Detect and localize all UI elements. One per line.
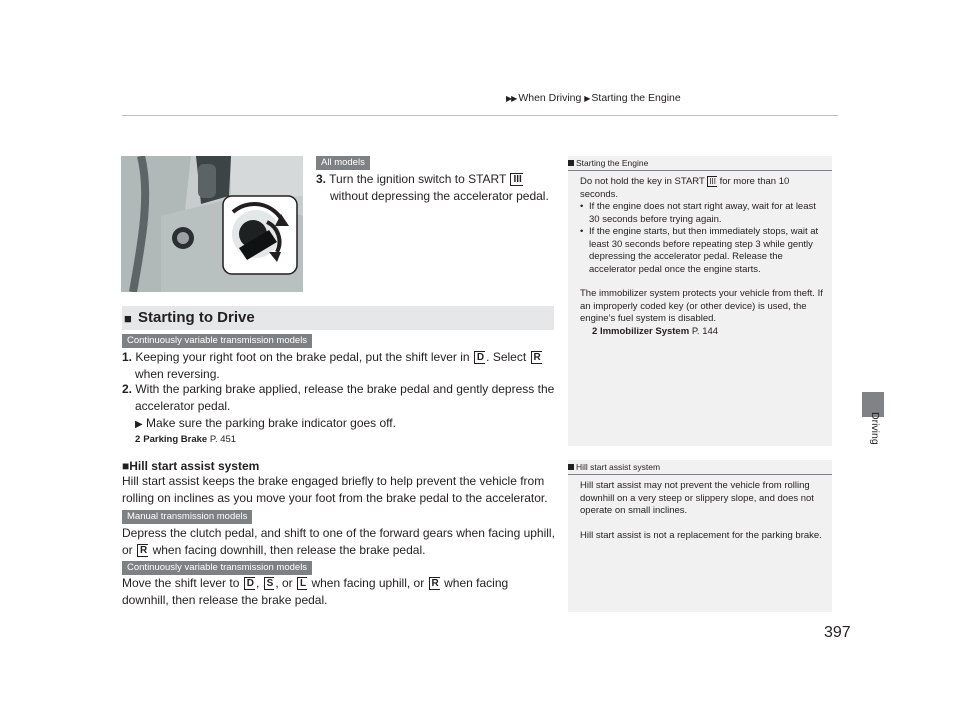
header-rule [122,115,838,116]
step-3: 3. Turn the ignition switch to START III [316,172,522,186]
shift-r-symbol: R [137,544,148,557]
page-number: 397 [824,624,851,641]
note-heading: Starting the Engine [568,158,648,168]
shift-r-symbol: R [429,577,440,590]
cross-reference-link[interactable]: 2 Immobilizer System P. 144 [592,325,719,337]
paragraph: Hill start assist is not a replacement for the parking brake. [580,529,822,541]
paragraph: Move the shift lever to D , S , or L when facing uphill, or R when facing [122,576,509,590]
breadcrumb-item: When Driving [518,92,582,104]
ignition-key-symbol: III [709,177,716,186]
model-tag: Continuously variable transmission models [122,561,312,575]
double-arrow-icon: ▶▶ [506,94,517,103]
reference-icon: 2 [592,325,600,337]
paragraph: downhill, then release the brake pedal. [122,593,328,607]
note-rule [568,474,832,475]
note-box-hill-start [568,460,832,612]
section-title: Starting to Drive [138,309,255,326]
model-tag: All models [316,156,370,170]
breadcrumb-item: Starting the Engine [591,92,681,104]
section-square-icon: ■ [124,311,132,326]
paragraph: Hill start assist keeps the brake engaged briefly to help prevent the vehicle from [122,474,545,488]
arrow-icon: ▶ [584,94,590,103]
note-body [580,480,826,542]
chapter-label: Driving [869,412,881,445]
arrow-icon: ▶ [135,419,143,430]
step-2-cont: accelerator pedal. [135,399,231,413]
shift-d-symbol: D [474,351,485,364]
note-body: Do not hold the key in START III for more than 10 seconds. • If the engine does not start right away, wait for at least 30 seconds before trying again. • If the engine starts, but then immediately stops, wait at least 30 seconds before repeating step 3 while gently depressing the accelerator pedal. Release the accelerator pedal once the engine starts. The immobilizer system protects your vehicle from theft. If an improperly coded key (or other device) is used, the engine’s fuel system is disabled. 2 Immobilizer System P. 144 [580,176,826,338]
ignition-switch-photo [121,156,303,292]
bullet-item: • If the engine starts, but then immediately stops, wait at least 30 seconds before repeating step 3 while gently depressing the accelerator pedal. Release the accelerator pedal once the engine starts. [580,226,826,276]
reference-icon: 2 [135,434,141,445]
paragraph: rolling on inclines as you move your foot from the brake pedal to the accelerator. [122,491,548,505]
shift-l-symbol: L [297,577,307,590]
step-1-cont: when reversing. [135,367,220,381]
shift-d-symbol: D [244,577,255,590]
note-icon [568,160,574,166]
paragraph: or R when facing downhill, then release the brake pedal. [122,543,426,557]
section-heading [122,306,554,330]
step-2: 2. With the parking brake applied, release the brake pedal and gently depress the [122,382,555,396]
model-tag: Manual transmission models [122,510,252,524]
ignition-key-symbol: III [510,173,522,186]
bullet-item: • If the engine does not start right away, wait for at least 30 seconds before trying again. [580,201,826,226]
note-heading: Hill start assist system [568,462,660,472]
step-1: 1. Keeping your right foot on the brake pedal, put the shift lever in D . Select R [122,350,541,364]
note-icon [568,464,574,470]
shift-s-symbol: S [264,577,275,590]
breadcrumb [506,92,681,104]
paragraph: Hill start assist may not prevent the vehicle from rolling downhill on a very steep or slippery slope, and does not operate on small inclines. [580,480,814,516]
subsection-heading: ■Hill start assist system [122,459,260,473]
paragraph: The immobilizer system protects your vehicle from theft. If an improperly coded key (or other device) is used, the engine’s fuel system is disabled. [580,288,823,324]
cross-reference-link[interactable]: 2 Parking Brake P. 451 [135,434,237,445]
note-rule [568,170,832,171]
model-tag: Continuously variable transmission models [122,334,312,348]
note-box-starting [568,156,832,446]
step-2-sub: ▶ Make sure the parking brake indicator goes off. [135,416,396,430]
paragraph: Depress the clutch pedal, and shift to one of the forward gears when facing uphill, [122,526,555,540]
square-icon: ■ [122,459,130,473]
step-3-cont: without depressing the accelerator pedal. [330,189,549,203]
shift-r-symbol: R [531,351,542,364]
